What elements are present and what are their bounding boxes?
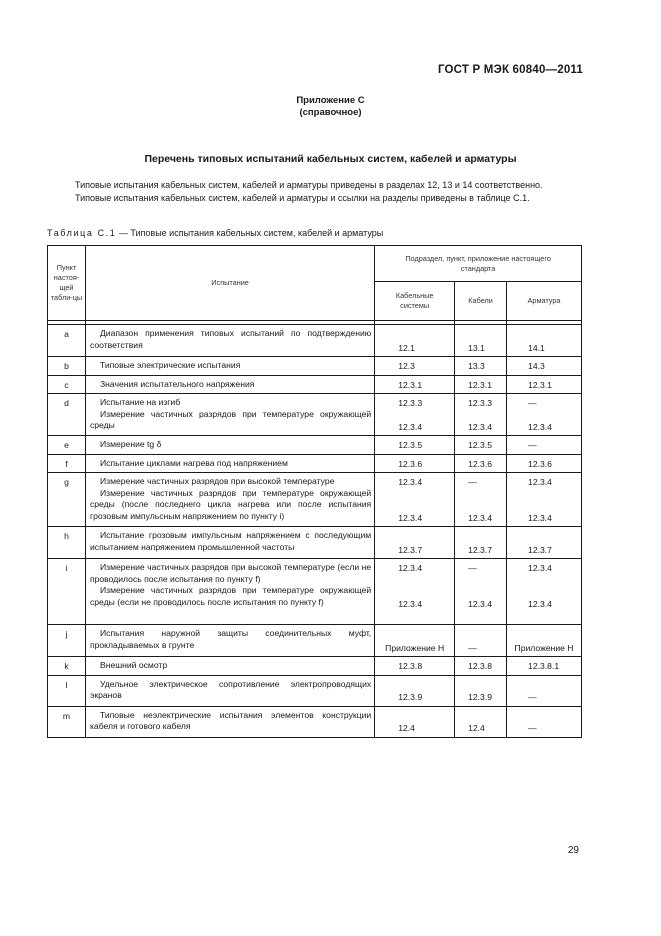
cell-value: 12.3.9	[398, 692, 423, 702]
row-test	[85, 473, 374, 527]
value-systems	[375, 473, 455, 527]
cell-value: 12.3.4	[528, 512, 552, 523]
table-row	[48, 357, 582, 376]
cell-value: 12.3.4	[528, 563, 552, 573]
table-row	[48, 625, 582, 657]
cell-value: —	[528, 692, 537, 702]
value-cables	[455, 325, 507, 357]
value-cables	[455, 625, 507, 657]
value-systems	[375, 527, 455, 559]
cell-value: 12.3.1	[398, 379, 423, 390]
test-name: Измерение частичных разрядов при температуре окружающей среды	[89, 408, 372, 430]
cell-value: —	[528, 723, 537, 733]
appendix-heading	[0, 95, 661, 119]
row-code: j	[48, 625, 86, 657]
value-cables	[455, 706, 507, 737]
row-code: m	[48, 706, 86, 737]
value-accessories	[507, 325, 582, 357]
cell-value: 12.3.4	[398, 598, 423, 609]
test-name: Типовые электрические испытания	[99, 360, 241, 370]
value-systems	[375, 357, 455, 376]
cell-value: —	[528, 440, 537, 450]
cell-value: 12.3.7	[398, 544, 423, 555]
cell-value: 12.3.4	[468, 598, 493, 609]
value-accessories	[507, 706, 582, 737]
cell-value: 12.3.4	[528, 421, 552, 432]
table-caption	[47, 228, 383, 238]
cell-value: 12.3.4	[468, 421, 493, 432]
row-code: b	[48, 357, 86, 376]
cell-value: 12.3.8	[398, 661, 423, 671]
cell-value: 12.3.7	[528, 544, 552, 555]
cell-value: 12.1	[398, 342, 415, 353]
value-accessories	[507, 473, 582, 527]
value-accessories	[507, 454, 582, 473]
test-name: Измерение частичных разрядов при температуре окружающей среды (если не проводилось после испытания по пункту f)	[89, 585, 372, 607]
value-cables	[455, 559, 507, 625]
table-row	[48, 325, 582, 357]
row-test	[85, 527, 374, 559]
test-name: Диапазон применения типовых испытаний по подтверждению соответствия	[89, 328, 372, 350]
intro-paragraph: Типовые испытания кабельных систем, кабелей и арматуры и ссылки на разделы приведены в таблице С.1.	[75, 193, 530, 203]
row-code: d	[48, 394, 86, 436]
row-test	[85, 675, 374, 706]
cell-value: 12.3.8	[468, 661, 493, 671]
value-cables	[455, 454, 507, 473]
cell-value: 12.3	[398, 361, 415, 371]
value-systems	[375, 675, 455, 706]
test-name: Типовые неэлектрические испытания элементов конструкции кабеля и готового кабеля	[89, 709, 372, 731]
cell-value: 12.3.4	[528, 598, 552, 609]
row-test	[85, 657, 374, 676]
test-name: Измерение частичных разрядов при температуре окружающей среды (после последнего цикла нагрева или после испытания грозовым импульсным напряжением по пункту i)	[89, 487, 372, 521]
value-systems	[375, 657, 455, 676]
intro-paragraph: Типовые испытания кабельных систем, кабелей и арматуры приведены в разделах 12, 13 и 14 соответственно.	[75, 180, 543, 190]
value-systems	[375, 625, 455, 657]
test-name: Измерение tg δ	[99, 439, 162, 449]
value-cables	[455, 436, 507, 455]
value-accessories	[507, 436, 582, 455]
row-test	[85, 375, 374, 394]
value-cables	[455, 675, 507, 706]
table-row	[48, 657, 582, 676]
test-name: Испытание циклами нагрева под напряжением	[99, 457, 288, 468]
value-cables	[455, 357, 507, 376]
row-code: l	[48, 675, 86, 706]
cell-value: 12.3.8.1	[528, 661, 560, 671]
cell-value: Приложение Н	[385, 642, 445, 653]
row-test	[85, 436, 374, 455]
value-systems	[375, 375, 455, 394]
cell-value: 12.4	[398, 723, 415, 733]
cell-value: 12.3.4	[398, 563, 423, 573]
row-test	[85, 325, 374, 357]
table-row	[48, 527, 582, 559]
value-accessories	[507, 559, 582, 625]
value-systems	[375, 706, 455, 737]
value-accessories	[507, 527, 582, 559]
table-row	[48, 454, 582, 473]
test-name: Измерение частичных разрядов при высокой температуре (если не проводилось после испытания по пункту f)	[89, 562, 372, 584]
value-accessories	[507, 675, 582, 706]
cell-value: 14.1	[528, 342, 545, 353]
row-code: i	[48, 559, 86, 625]
cell-value: Приложение Н	[514, 642, 574, 653]
cell-value: 14.3	[528, 361, 545, 371]
value-systems	[375, 559, 455, 625]
test-name: Измерение частичных разрядов при высокой температуре	[99, 476, 335, 486]
row-code: e	[48, 436, 86, 455]
table-row	[48, 675, 582, 706]
value-accessories	[507, 625, 582, 657]
page-number: 29	[567, 845, 579, 856]
header-item: Пункт настоя-щей табли-цы	[48, 246, 86, 321]
cell-value: 12.3.6	[398, 458, 423, 469]
test-name: Внешний осмотр	[99, 660, 168, 670]
header-systems: Кабельные системы	[375, 282, 455, 321]
cell-value: 12.3.4	[398, 512, 423, 523]
value-systems	[375, 325, 455, 357]
cell-value: 12.3.3	[468, 398, 493, 408]
appendix-title: Приложение С	[296, 95, 365, 106]
appendix-note: (справочное)	[299, 107, 362, 118]
cell-value: 12.3.4	[468, 512, 493, 523]
test-name: Удельное электрическое сопротивление электропроводящих экранов	[89, 678, 372, 700]
value-cables	[455, 657, 507, 676]
page-title: Перечень типовых испытаний кабельных систем, кабелей и арматуры	[144, 153, 517, 165]
value-systems	[375, 454, 455, 473]
row-test	[85, 706, 374, 737]
test-name: Испытания наружной защиты соединительных муфт, прокладываемых в грунте	[89, 628, 372, 650]
table-caption-text: — Типовые испытания кабельных систем, кабелей и арматуры	[116, 228, 384, 238]
cell-value: 12.3.4	[398, 477, 423, 487]
cell-value: 12.3.6	[468, 458, 493, 469]
value-cables	[455, 527, 507, 559]
table-row	[48, 394, 582, 436]
cell-value: —	[468, 563, 477, 573]
table-body	[48, 325, 582, 738]
cell-value: 13.3	[468, 361, 485, 371]
cell-value: 12.3.4	[398, 421, 423, 432]
value-accessories	[507, 394, 582, 436]
row-test	[85, 454, 374, 473]
cell-value: 12.3.5	[468, 440, 493, 450]
cell-value: 12.3.3	[398, 398, 423, 408]
test-name: Испытание грозовым импульсным напряжением с последующим испытанием напряжением промышленной частоты	[89, 530, 372, 552]
value-accessories	[507, 657, 582, 676]
cell-value: 12.3.1	[468, 379, 493, 390]
tests-table	[47, 245, 582, 738]
cell-value: —	[468, 477, 477, 487]
row-code: h	[48, 527, 86, 559]
table-row	[48, 375, 582, 394]
row-test	[85, 559, 374, 625]
header-cables: Кабели	[455, 282, 507, 321]
cell-value: 12.4	[468, 723, 485, 733]
value-systems	[375, 436, 455, 455]
cell-value: —	[468, 642, 477, 653]
value-cables	[455, 375, 507, 394]
cell-value: —	[528, 398, 537, 408]
test-name: Испытание на изгиб	[99, 397, 181, 407]
value-cables	[455, 394, 507, 436]
row-code: f	[48, 454, 86, 473]
value-cables	[455, 473, 507, 527]
header-group: Подраздел, пункт, приложение настоящего стандарта	[375, 246, 582, 282]
cell-value: 13.1	[468, 342, 485, 353]
row-test	[85, 357, 374, 376]
cell-value: 12.3.1	[528, 379, 552, 390]
row-code: k	[48, 657, 86, 676]
cell-value: 12.3.5	[398, 440, 423, 450]
row-test	[85, 394, 374, 436]
cell-value: 12.3.9	[468, 692, 493, 702]
table-row	[48, 436, 582, 455]
header-test: Испытание	[85, 246, 374, 321]
row-code: g	[48, 473, 86, 527]
header-accessories: Арматура	[507, 282, 582, 321]
cell-value: 12.3.7	[468, 544, 493, 555]
value-systems	[375, 394, 455, 436]
document-code: ГОСТ Р МЭК 60840—2011	[437, 64, 583, 76]
intro-text	[47, 179, 582, 205]
test-name: Значения испытательного напряжения	[99, 378, 255, 389]
cell-value: 12.3.6	[528, 458, 552, 469]
row-code: a	[48, 325, 86, 357]
table-row	[48, 706, 582, 737]
table-caption-label: Таблица С.1	[47, 228, 117, 238]
row-test	[85, 625, 374, 657]
table-row	[48, 473, 582, 527]
row-code: c	[48, 375, 86, 394]
cell-value: 12.3.4	[528, 477, 552, 487]
table-row	[48, 559, 582, 625]
value-accessories	[507, 375, 582, 394]
value-accessories	[507, 357, 582, 376]
